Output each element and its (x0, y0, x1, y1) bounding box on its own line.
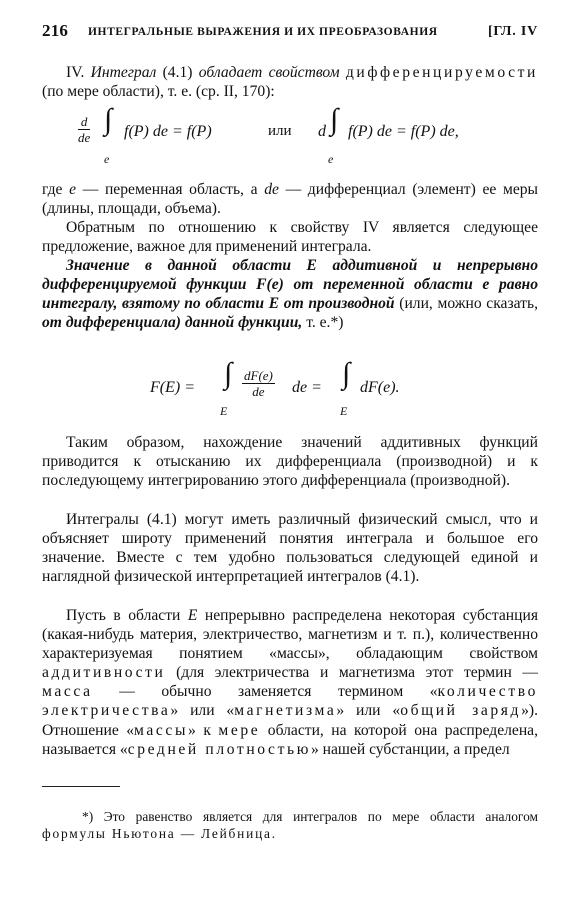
symbol-E: E (187, 607, 198, 624)
footnote-spaced-term: формулы Ньютона — Лейбница. (42, 826, 277, 842)
formula-differentiability (78, 103, 548, 166)
spaced-term: масса (42, 683, 93, 701)
spaced-term: аддитивности (42, 664, 166, 682)
integral-domain: E (220, 404, 228, 418)
derivative-denominator: de (78, 130, 91, 145)
theorem-italic: данной функции, (184, 314, 303, 332)
text-fragment: — переменная область, а (82, 181, 258, 198)
paragraph-definitions (42, 180, 538, 218)
formula-middle: de = (292, 379, 322, 396)
derivative-numerator: d (78, 114, 90, 130)
spaced-term: магнетизма (234, 702, 337, 720)
paragraph-substance (42, 606, 538, 759)
spaced-term: средней плотностью (127, 740, 311, 758)
running-title: ИНТЕГРАЛЬНЫЕ ВЫРАЖЕНИЯ И ИХ ПРЕОБРАЗОВАНИЯ (88, 26, 438, 38)
text-fragment: » к (188, 721, 211, 739)
symbol-de: de (264, 181, 279, 198)
text-fragment: » нашей субстанции, а предел (310, 740, 510, 758)
text-fragment: (для электричества и магнетизма этот термин — (176, 664, 538, 682)
text-fragment: »). Отношение « (42, 702, 538, 739)
text-fragment: т. е.*) (306, 314, 344, 332)
running-header (42, 21, 538, 43)
integral-domain: e (328, 152, 334, 166)
text-fragment: (или, можно сказать, (399, 295, 538, 313)
text-fragment: Пусть в области (66, 607, 181, 624)
integral-sign: ∫ (104, 103, 113, 136)
integral-sign: ∫ (342, 357, 351, 390)
integral-domain: e (104, 152, 110, 166)
page-number: 216 (42, 21, 69, 40)
derivative-fraction (78, 114, 90, 145)
text-fragment: непрерывно распределена некоторая субстанция (какая-нибудь материя, электричество, магнетизм и т. п.), количественно характеризуемая понятием «массы», обладающим свойством (42, 607, 538, 663)
integral-sign: ∫ (224, 357, 233, 390)
theorem-italic: Значение в данной области E аддитивной и непрерывно дифференцируемой функции F(e) от переменной области e равно интегралу, взятому по области E от производной (42, 257, 538, 313)
integral-domain: E (340, 404, 348, 418)
spaced-term: дифференцируемости (345, 64, 538, 81)
property-italic: обладает свойством (198, 64, 340, 81)
spaced-term: количество электричества (42, 683, 538, 720)
text-fragment: » или « (336, 702, 401, 720)
equation-ref: (4.1) (162, 64, 193, 81)
text-fragment: области, на которой она распределена, называется « (42, 721, 538, 758)
footnote-text: *) Это равенство является для интегралов по мере области аналогом (82, 809, 538, 825)
property-rest: (по мере области), т. е. (ср. II, 170): (42, 83, 275, 101)
chapter-label: [ГЛ. IV (487, 24, 538, 39)
theorem-italic: от дифференциала) (42, 314, 181, 332)
formula-rhs: dF(e). (360, 379, 400, 396)
integral-sign: ∫ (330, 103, 339, 136)
symbol-e: e (69, 181, 77, 198)
text-fragment: — дифференциал (элемент) ее меры (длины, площади, объема). (42, 181, 539, 218)
paragraph-consequence: Таким образом, нахождение значений аддитивных функций приводится к отысканию их дифференциала (производной) и к последующему интегрированию этого дифференциала (производной). (42, 434, 538, 490)
derivative-fraction (242, 368, 275, 399)
formula-lhs: F(E) = (150, 379, 195, 396)
formula-left-side: f(P) de = f(P) (124, 123, 212, 140)
spaced-term: общий заряд (400, 702, 522, 720)
differential-mark: d (318, 123, 326, 140)
formula-newton-leibniz (150, 357, 450, 420)
paragraph-converse: Обратным по отношению к свойству IV является следующее предложение, важное для применений интеграла. (42, 219, 538, 256)
formula-connector: или (268, 123, 292, 139)
text-fragment: — обычно заменяется термином « (119, 683, 438, 701)
footnote (42, 808, 538, 842)
property-lead: Интеграл (90, 64, 157, 81)
spaced-term: мере (218, 721, 261, 739)
fraction-denominator: de (252, 384, 265, 399)
text-fragment: где (42, 181, 63, 198)
formula-right-side: f(P) de = f(P) de, (348, 123, 459, 140)
paragraph-physical-meaning: Интегралы (4.1) могут иметь различный физический смысл, что и объясняет широту применений понятия интеграла и большое его значение. Вместе с тем удобно пользоваться следующей единой и наглядной физической интерпретацией интегралов (4.1). (42, 511, 538, 586)
spaced-term: массы (134, 721, 189, 739)
paragraph-property-iv (42, 63, 538, 101)
fraction-numerator: dF(e) (244, 368, 273, 383)
text-fragment: » или « (170, 702, 235, 720)
footnote-rule (42, 786, 120, 787)
paragraph-theorem (42, 256, 538, 332)
property-number: IV. (66, 64, 85, 81)
